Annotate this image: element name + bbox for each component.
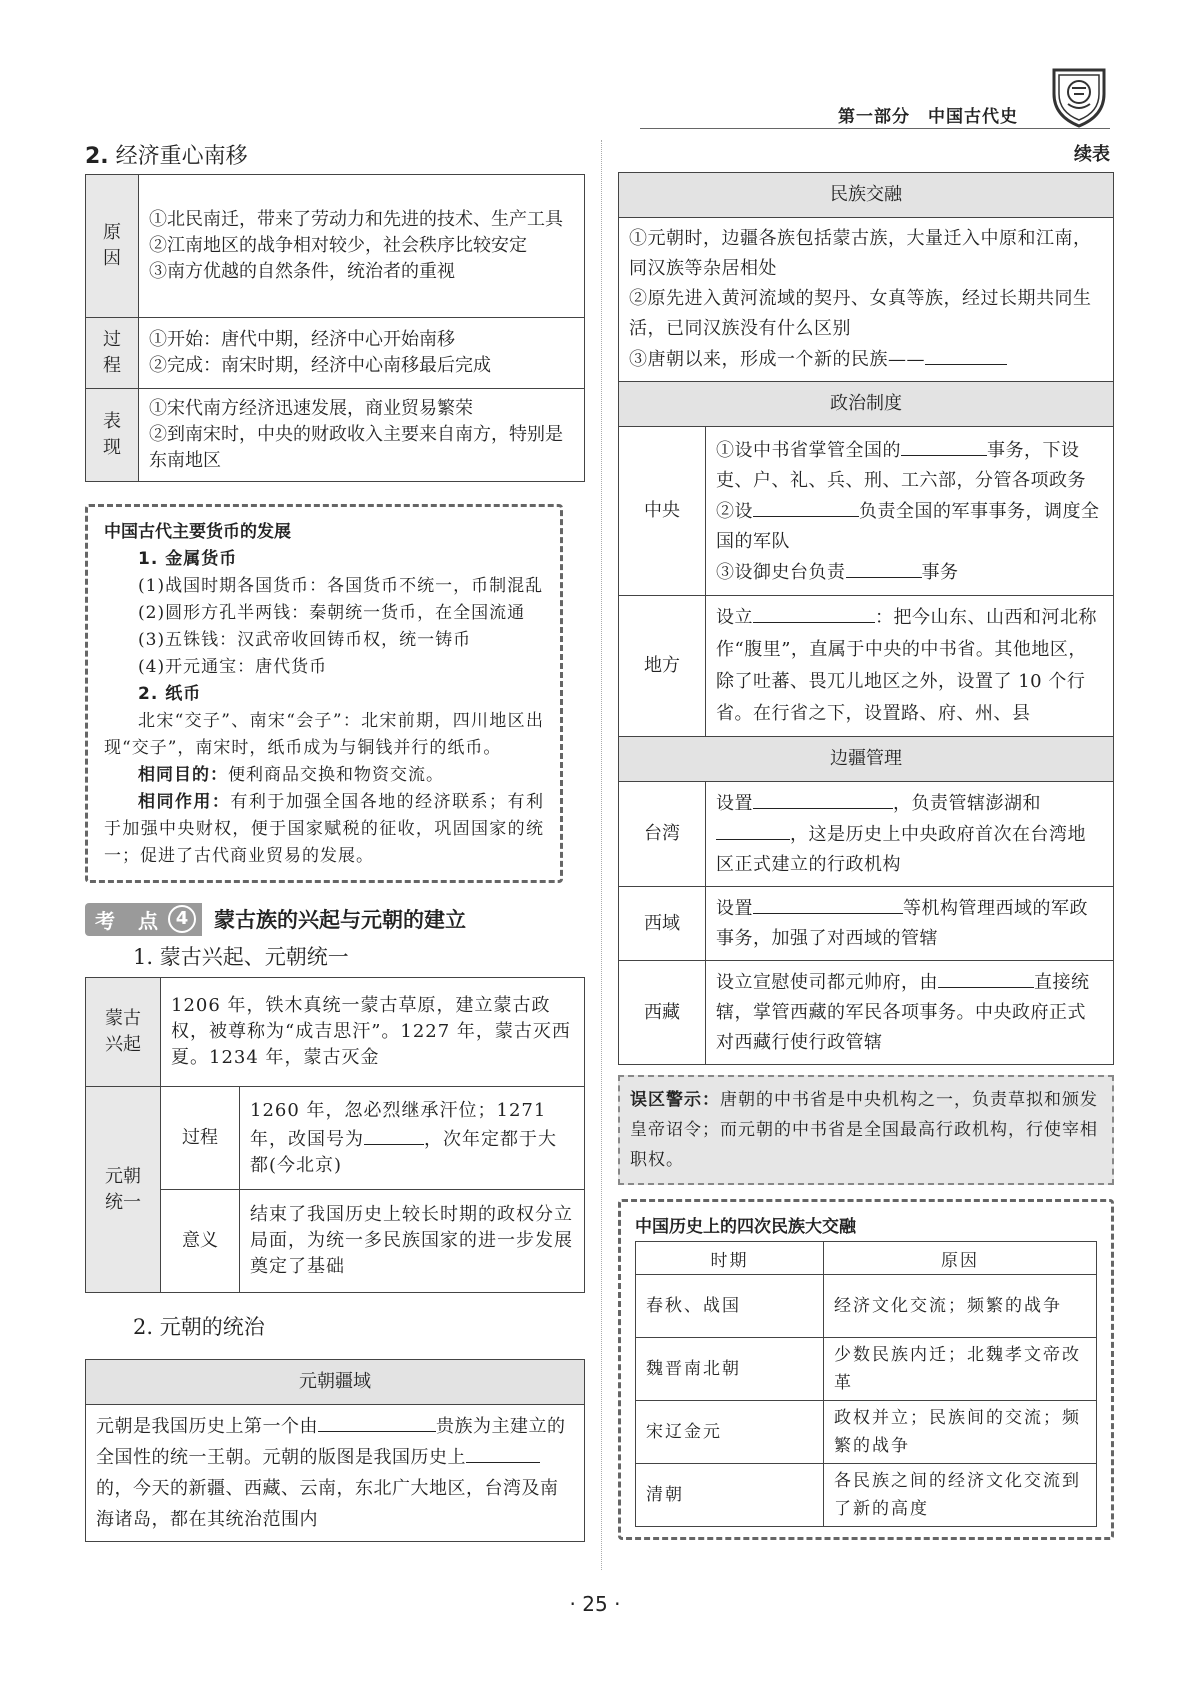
ethnic-fusion-box <box>618 1199 1114 1540</box>
taiwan-admin-text: 设置 ，负责管辖澎湖和，这是历史上中央政府首次在台湾地区正式建立的行政机构 <box>706 782 1114 887</box>
four-fusions-table <box>635 1241 1097 1527</box>
period-cell: 春秋、战国 <box>636 1275 824 1338</box>
row-label-yuan-unify: 元朝统一 <box>86 1087 161 1293</box>
subsection-title: 2. 元朝的统治 <box>133 1315 265 1339</box>
table-row <box>636 1275 1097 1338</box>
yuan-governance-table <box>618 172 1114 1065</box>
row-label-xiyu: 西域 <box>619 887 706 961</box>
xizang-admin-text: 设立宣慰使司都元帅府，由 直接统辖，掌管西藏的军民各项事务。中央政府正式对西藏行使行政管辖 <box>706 961 1114 1065</box>
continued-table-label: 续表 <box>1074 144 1110 165</box>
xiyu-admin-text: 设置 等机构管理西域的军政事务，加强了对西域的管辖 <box>706 887 1114 961</box>
table-row <box>86 1087 585 1190</box>
school-crest-logo <box>1048 64 1110 128</box>
answer-blank[interactable] <box>846 557 922 578</box>
currency-item: (3)五铢钱：汉武帝收回铸币权，统一铸币 <box>138 630 472 650</box>
cause-cell: ①北民南迁，带来了劳动力和先进的技术、生产工具 ②江南地区的战争相对较少，社会秩序比较安定 ③南方优越的自然条件，统治者的重视 <box>139 175 585 318</box>
row-label-process: 过程 <box>86 318 139 389</box>
table-row <box>86 1190 585 1293</box>
answer-blank[interactable] <box>753 496 859 517</box>
period-cell: 魏晋南北朝 <box>636 1338 824 1401</box>
exam-point-badge: 考 点 4 <box>85 903 202 936</box>
currency-knowledge-box <box>85 504 563 883</box>
section-economic-shift-title: 2. 经济重心南移 <box>85 144 248 169</box>
answer-blank[interactable] <box>753 602 875 623</box>
table-row <box>636 1401 1097 1464</box>
ethnic-fusion-text: ①元朝时，边疆各族包括蒙古族，大量迁入中原和江南，同汉族等杂居相处 ②原先进入黄河流域的契丹、女真等族，经过长期共同生活，已同汉族没有什么区别 ③唐朝以来，形成一个新的民族—— <box>619 218 1114 382</box>
page-number: · 25 · <box>569 1592 621 1616</box>
page-header <box>640 64 1110 130</box>
row-label-xizang: 西藏 <box>619 961 706 1065</box>
table-header: 民族交融 <box>619 173 1114 218</box>
fusion-box-title: 中国历史上的四次民族大交融 <box>635 1217 856 1237</box>
right-column <box>618 172 1114 1540</box>
row-label-local: 地方 <box>619 596 706 737</box>
column-header-reason: 原因 <box>824 1242 1097 1275</box>
header-title: 第一部分 中国古代史 <box>838 107 1018 127</box>
table-header: 政治制度 <box>619 382 1114 427</box>
yuan-meaning-text: 结束了我国历史上较长时期的政权分立局面，为统一多民族国家的进一步发展奠定了基础 <box>240 1190 585 1293</box>
yuan-territory-text: 元朝是我国历史上第一个由 贵族为主建立的全国性的统一王朝。元朝的版图是我国历史上的，今天的新疆、西藏、云南，东北广大地区，台湾及南海诸岛，都在其统治范围内 <box>86 1405 585 1542</box>
metal-currency-heading: 1. 金属货币 <box>138 549 238 569</box>
row-label-central: 中央 <box>619 427 706 596</box>
answer-blank[interactable] <box>938 967 1034 988</box>
currency-item: (2)圆形方孔半两钱：秦朝统一货币，在全国流通 <box>138 603 526 623</box>
mongol-rise-text: 1206 年，铁木真统一蒙古草原，建立蒙古政权，被尊称为“成吉思汗”。1227 年，蒙古灭西夏。1234 年，蒙古灭金 <box>161 978 585 1087</box>
column-divider <box>601 140 602 1570</box>
table-row <box>86 389 585 482</box>
subsection-title: 1. 蒙古兴起、元朝统一 <box>133 945 349 969</box>
answer-blank[interactable] <box>716 819 790 840</box>
row-label-taiwan: 台湾 <box>619 782 706 887</box>
paper-currency-heading: 2. 纸币 <box>138 684 202 704</box>
performance-cell: ①宋代南方经济迅速发展，商业贸易繁荣 ②到南宋时，中央的财政收入主要来自南方，特别是东南地区 <box>139 389 585 482</box>
row-label-meaning: 意义 <box>161 1190 240 1293</box>
period-cell: 清朝 <box>636 1464 824 1527</box>
answer-blank[interactable] <box>901 435 987 456</box>
local-government-text: 设立 ：把今山东、山西和河北称作“腹里”，直属于中央的中书省。其他地区，除了吐蕃、畏兀儿地区之外，设置了 10 个行省。在行省之下，设置路、府、州、县 <box>706 596 1114 737</box>
table-row <box>86 978 585 1087</box>
row-label-mongol-rise: 蒙古兴起 <box>86 978 161 1087</box>
table-row <box>86 175 585 318</box>
row-label-process: 过程 <box>161 1087 240 1190</box>
table-header: 边疆管理 <box>619 737 1114 782</box>
currency-item: (1)战国时期各国货币：各国货币不统一，币制混乱 <box>138 576 544 596</box>
answer-blank[interactable] <box>753 893 903 914</box>
period-cell: 宋辽金元 <box>636 1401 824 1464</box>
answer-blank[interactable] <box>466 1442 540 1463</box>
yuan-territory-table <box>85 1359 585 1542</box>
reason-cell: 经济文化交流；频繁的战争 <box>824 1275 1097 1338</box>
misconception-warning: 误区警示：唐朝的中书省是中央机构之一，负责草拟和颁发皇帝诏令；而元朝的中书省是全国最高行政机构，行使宰相职权。 <box>618 1075 1114 1185</box>
mongol-rise-table <box>85 977 585 1293</box>
table-header-row <box>636 1242 1097 1275</box>
exam-point-heading <box>85 901 585 937</box>
reason-cell: 少数民族内迁；北魏孝文帝改革 <box>824 1338 1097 1401</box>
row-label-performance: 表现 <box>86 389 139 482</box>
answer-blank[interactable] <box>753 788 893 809</box>
left-column <box>85 140 585 1542</box>
reason-cell: 各民族之间的经济文化交流到了新的高度 <box>824 1464 1097 1527</box>
same-purpose: 相同目的：便利商品交换和物资交流。 <box>138 765 444 785</box>
column-header-period: 时期 <box>636 1242 824 1275</box>
table-row <box>86 318 585 389</box>
currency-box-title: 中国古代主要货币的发展 <box>104 522 291 542</box>
answer-blank[interactable] <box>364 1124 424 1145</box>
same-effect: 相同作用：有利于加强全国各地的经济联系；有利于加强中央财权，便于国家赋税的征收，巩固国家的统一；促进了古代商业贸易的发展。 <box>104 792 545 866</box>
row-label-cause: 原因 <box>86 175 139 318</box>
process-cell: ①开始：唐代中期，经济中心开始南移 ②完成：南宋时期，经济中心南移最后完成 <box>139 318 585 389</box>
table-header: 元朝疆域 <box>86 1360 585 1405</box>
header-rule <box>640 128 1110 129</box>
exam-point-number: 4 <box>168 905 196 933</box>
economic-shift-table <box>85 174 585 482</box>
table-row <box>636 1338 1097 1401</box>
answer-blank[interactable] <box>318 1411 436 1432</box>
exam-point-title: 蒙古族的兴起与元朝的建立 <box>213 908 466 932</box>
reason-cell: 政权并立；民族间的交流；频繁的战争 <box>824 1401 1097 1464</box>
table-row <box>636 1464 1097 1527</box>
yuan-process-text: 1260 年，忽必烈继承汗位；1271 年，改国号为 ，次年定都于大都(今北京) <box>240 1087 585 1190</box>
central-government-text: ①设中书省掌管全国的 事务，下设吏、户、礼、兵、刑、工六部，分管各项政务 ②设 负责全国的军事事务，调度全国的军队 ③设御史台负责 事务 <box>706 427 1114 596</box>
paper-currency-text: 北宋“交子”、南宋“会子”：北宋前期，四川地区出现“交子”，南宋时，纸币成为与铜钱并行的纸币。 <box>104 711 544 758</box>
answer-blank[interactable] <box>925 344 1007 365</box>
currency-item: (4)开元通宝：唐代货币 <box>138 657 328 677</box>
